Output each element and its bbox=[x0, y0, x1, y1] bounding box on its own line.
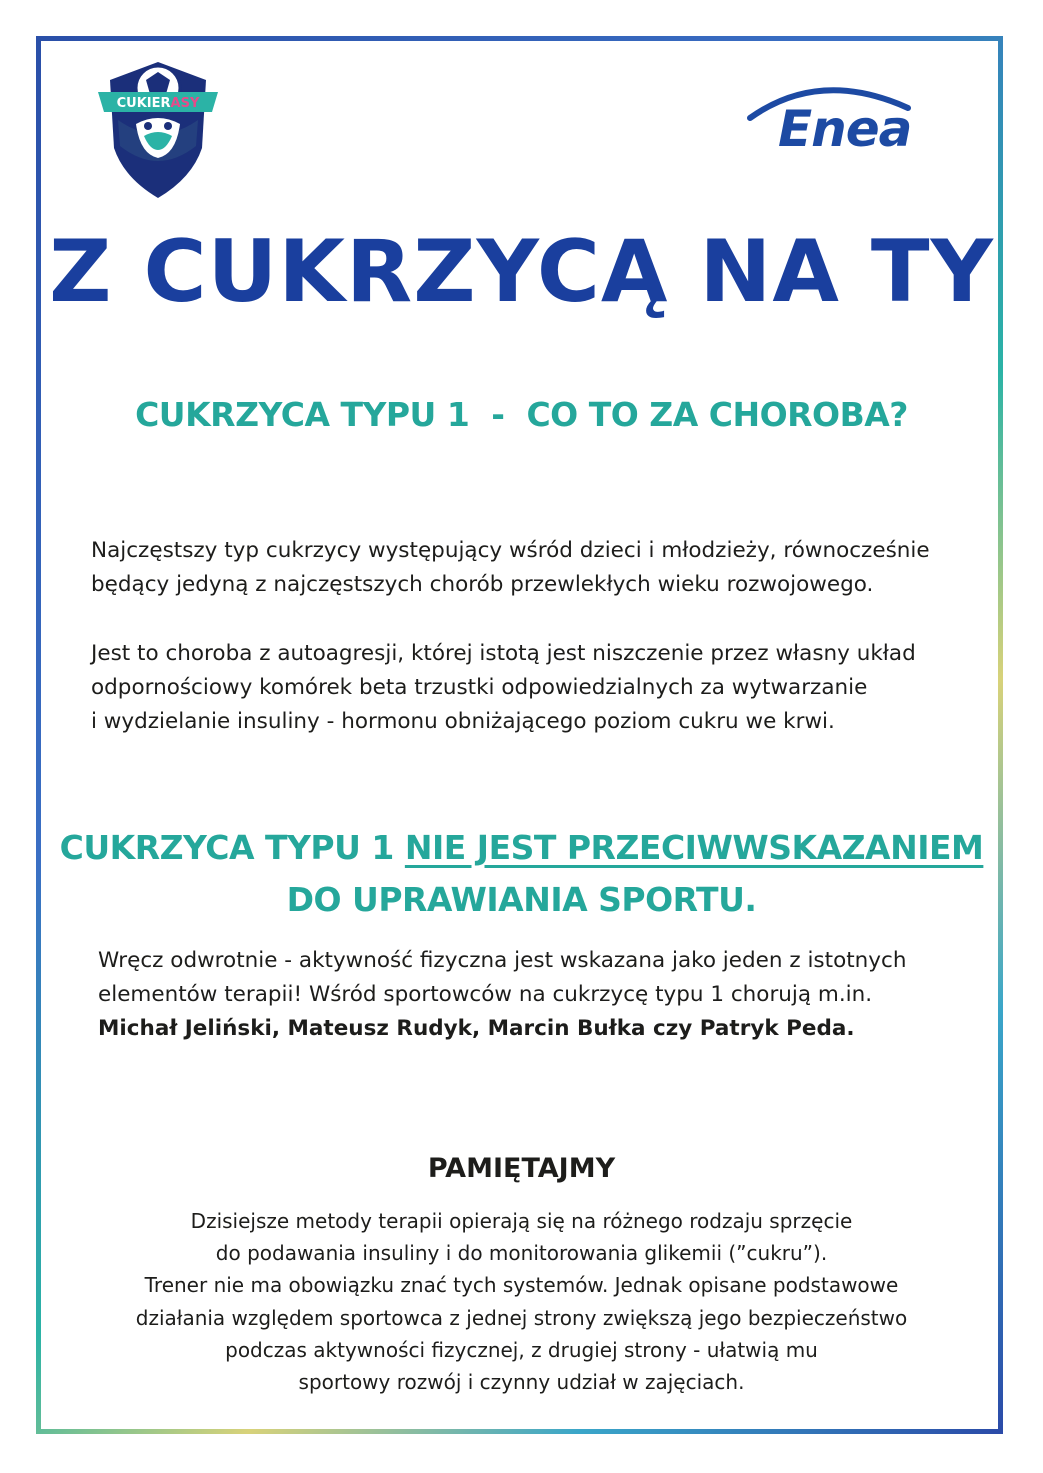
highlight-line2: DO UPRAWIANIA SPORTU. bbox=[286, 880, 757, 919]
enea-logo bbox=[740, 78, 950, 156]
cukierasy-logo bbox=[96, 58, 220, 202]
cukierasy-logo-text: CUKIERASY bbox=[116, 96, 200, 111]
athlete-names: Michał Jeliński, Mateusz Rudyk, Marcin Bułka czy Patryk Peda. bbox=[98, 1016, 855, 1041]
paragraph-autoimmune: Jest to choroba z autoagresji, której istotą jest niszczenie przez własny układ odpornościowy komórek beta trzustki odpowiedzialnych za wytwarzanie i wydzielanie insuliny - hormonu obniżającego poziom cukru we krwi. bbox=[91, 641, 916, 734]
remember-body: Dzisiejsze metody terapii opierają się na różnego rodzaju sprzęcie do podawania insuliny i do monitorowania glikemii (”cukru”). Trener nie ma obowiązku znać tych systemów. Jednak opisane podstawowe działania względem sportowca z jednej strony zwiększą jego bezpieczeństwo podczas aktywności fizycznej, z drugiej strony - ułatwią mu sportowy rozwój i czynny udział w zajęciach. bbox=[135, 1209, 908, 1395]
enea-logo-text: Enea bbox=[778, 100, 912, 158]
page-title: Z CUKRZYCĄ NA TY bbox=[49, 222, 994, 322]
highlight-prefix: CUKRZYCA TYPU 1 bbox=[59, 828, 405, 867]
section-title-what-is: CUKRZYCA TYPU 1 - CO TO ZA CHOROBA? bbox=[135, 395, 908, 434]
paragraph-definition: Najczęstszy typ cukrzycy występujący wśród dzieci i młodzieży, równocześnie będący jedyną z najczęstszych chorób przewlekłych wieku rozwojowego. bbox=[91, 538, 930, 597]
highlight-underlined: NIE JEST PRZECIWWSKAZANIEM bbox=[404, 828, 984, 867]
paragraph-sport bbox=[98, 944, 998, 1046]
remember-title: PAMIĘTAJMY bbox=[427, 1153, 616, 1184]
sport-text: Wręcz odwrotnie - aktywność fizyczna jest wskazana jako jeden z istotnych elementów terapii! Wśród sportowców na cukrzycę typu 1 chorują m.in. bbox=[98, 948, 907, 1007]
section-title-sport bbox=[0, 822, 1043, 926]
